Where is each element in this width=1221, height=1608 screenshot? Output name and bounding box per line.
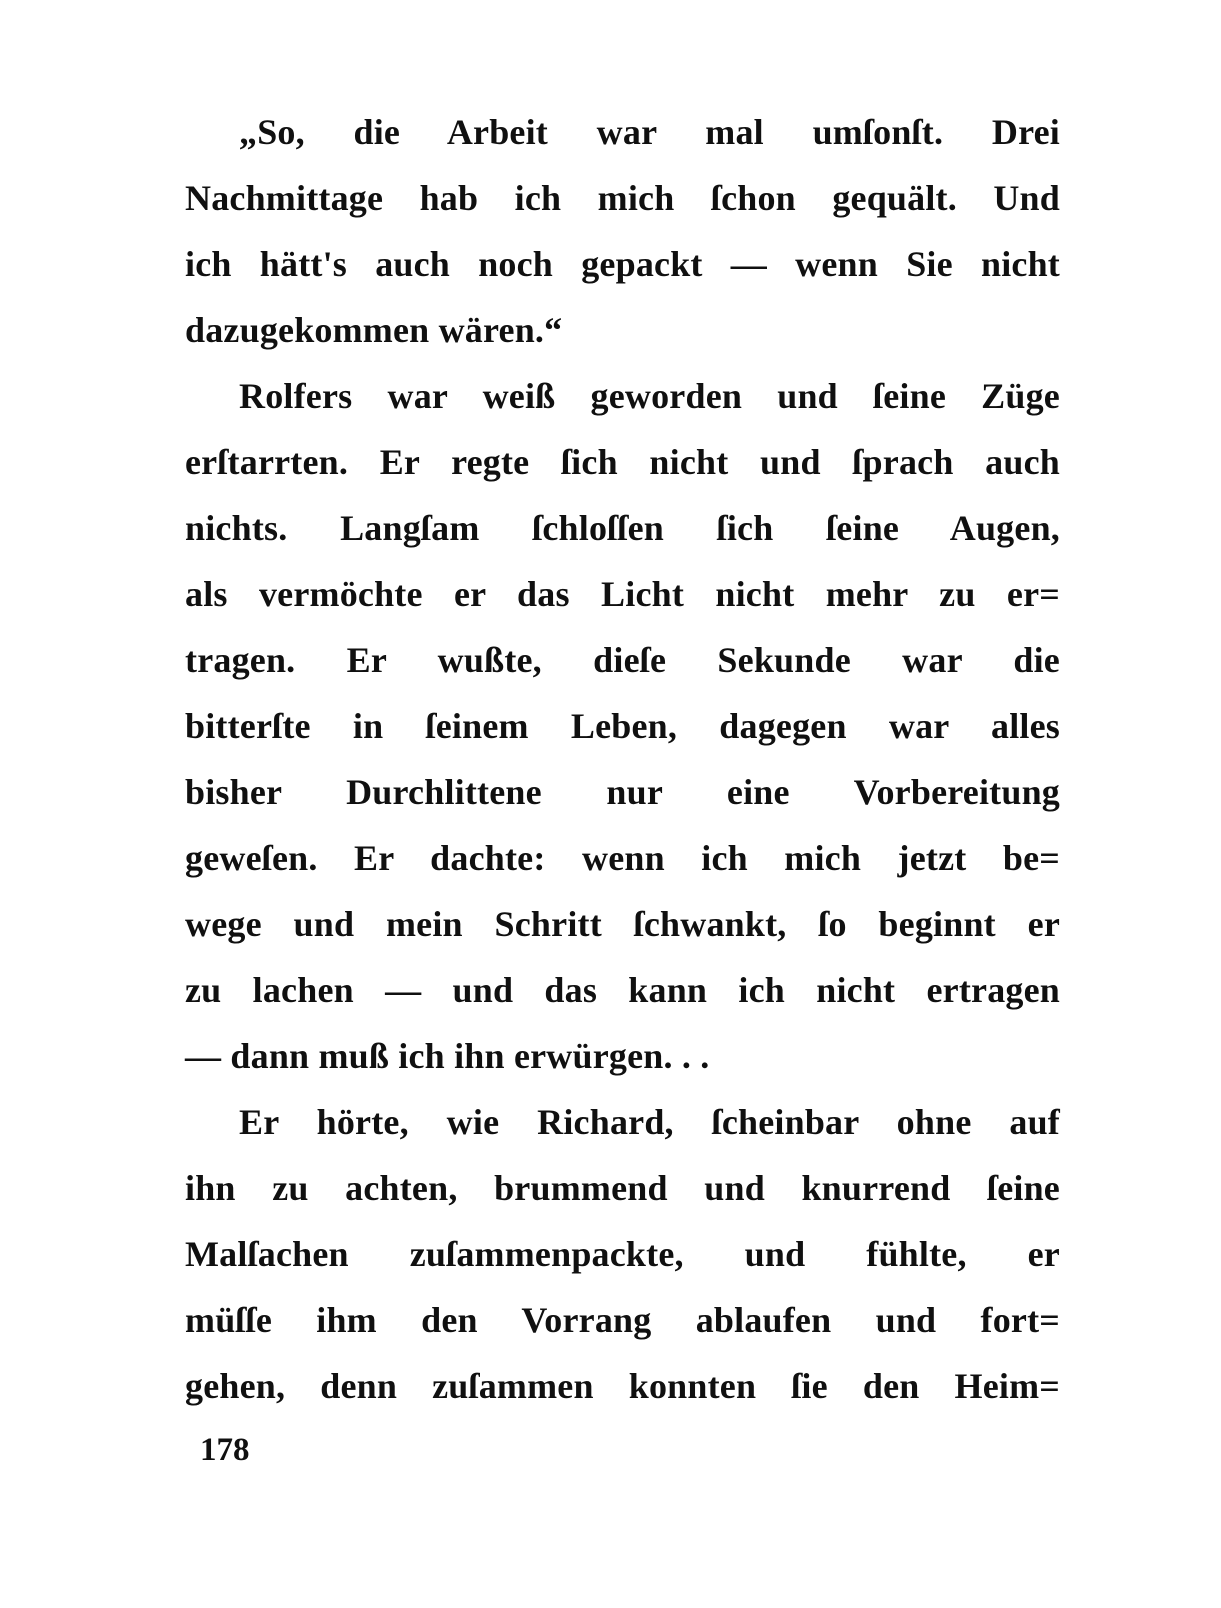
text-line: Er hörte, wie Richard, ſcheinbar ohne auf bbox=[239, 1102, 1060, 1142]
text-line: — dann muß ich ihn erwürgen. . . bbox=[185, 1036, 710, 1076]
text-line: ich hätt's auch noch gepackt — wenn Sie nicht bbox=[185, 244, 1060, 284]
text-line: geweſen. Er dachte: wenn ich mich jetzt be= bbox=[185, 838, 1060, 878]
text-line: bitterſte in ſeinem Leben, dagegen war alles bbox=[185, 706, 1060, 746]
text-line: wege und mein Schritt ſchwankt, ſo beginnt er bbox=[185, 904, 1060, 944]
text-line: gehen, denn zuſammen konnten ſie den Heim= bbox=[185, 1366, 1060, 1406]
text-line: ihn zu achten, brummend und knurrend ſeine bbox=[185, 1168, 1060, 1208]
text-line: Malſachen zuſammenpackte, und fühlte, er bbox=[185, 1234, 1060, 1274]
text-line: nichts. Langſam ſchloſſen ſich ſeine Augen, bbox=[185, 508, 1060, 548]
page-number: 178 bbox=[200, 1432, 250, 1468]
text-line: Rolfers war weiß geworden und ſeine Züge bbox=[239, 376, 1060, 416]
text-line: erſtarrten. Er regte ſich nicht und ſprach auch bbox=[185, 442, 1060, 482]
text-line: dazugekommen wären.“ bbox=[185, 310, 563, 350]
text-line: Nachmittage hab ich mich ſchon gequält. Und bbox=[185, 178, 1060, 218]
text-line: als vermöchte er das Licht nicht mehr zu er= bbox=[185, 574, 1060, 614]
text-line: zu lachen — und das kann ich nicht ertragen bbox=[185, 970, 1060, 1010]
text-line: bisher Durchlittene nur eine Vorbereitung bbox=[185, 772, 1060, 812]
text-line: müſſe ihm den Vorrang ablaufen und fort= bbox=[185, 1300, 1060, 1340]
text-line: tragen. Er wußte, dieſe Sekunde war die bbox=[185, 640, 1060, 680]
text-line: „So, die Arbeit war mal umſonſt. Drei bbox=[239, 112, 1060, 152]
page-text-block bbox=[185, 99, 1060, 1419]
